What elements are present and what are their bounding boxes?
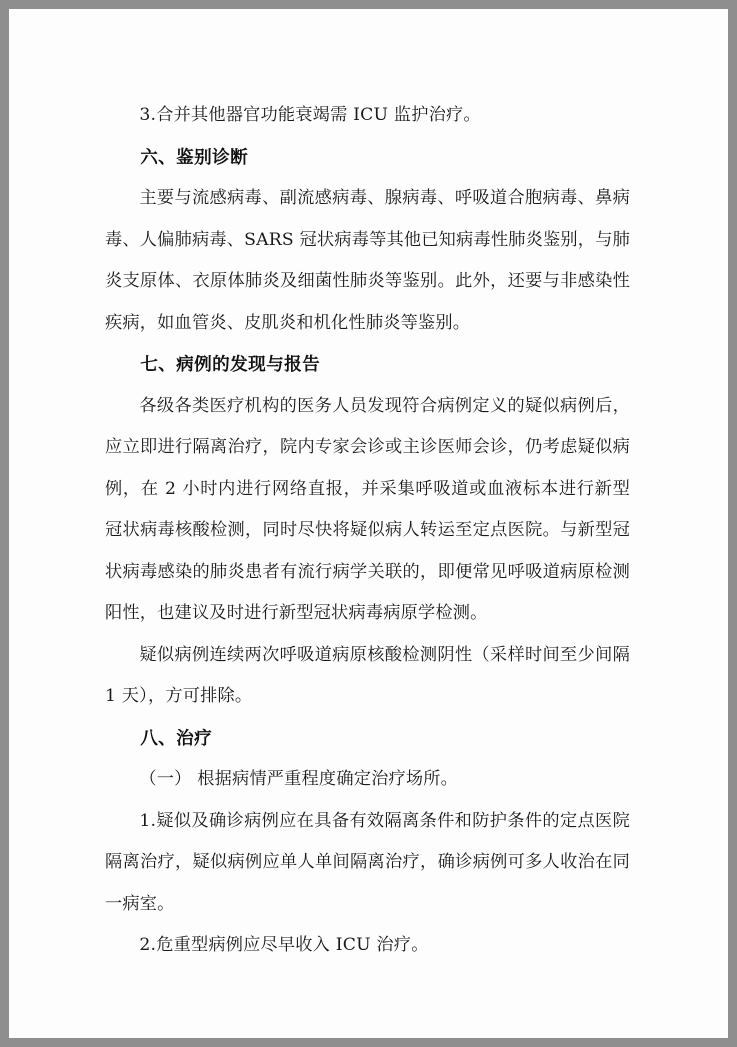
paragraph-icu-support: 3.合并其他器官功能衰竭需 ICU 监护治疗。 <box>139 105 481 125</box>
heading-treatment: 八、治疗 <box>140 727 213 749</box>
document-body <box>105 95 630 967</box>
heading-case-detection-and-reporting: 七、病例的发现与报告 <box>140 354 321 375</box>
paragraph-treatment-critical-icu: 2.危重型病例应尽早收入 ICU 治疗。 <box>139 935 429 955</box>
heading-differential-diagnosis: 六、鉴别诊断 <box>140 146 249 168</box>
document-page <box>9 9 728 1038</box>
paragraph-treatment-isolation: 1.疑似及确诊病例应在具备有效隔离条件和防护条件的定点医院隔离治疗，疑似病例应单人单间隔离治疗，确诊病例可多人收治在同一病室。 <box>105 810 630 914</box>
paragraph-case-reporting-body: 各级各类医疗机构的医务人员发现符合病例定义的疑似病例后，应立即进行隔离治疗，院内专家会诊或主诊医师会诊，仍考虑疑似病例，在 2 小时内进行网络直报，并采集呼吸道或血液标本进行新型冠状病毒核酸检测，同时尽快将疑似病人转运至定点医院。与新型冠状病毒感染的肺炎患者有流行病学关联的，即便常见呼吸道病原检测阳性，也建议及时进行新型冠状病毒病原学检测。 <box>105 395 630 623</box>
paragraph-case-exclusion-criteria: 疑似病例连续两次呼吸道病原核酸检测阴性（采样时间至少间隔 1 天），方可排除。 <box>105 644 630 706</box>
paragraph-treatment-location: （一） 根据病情严重程度确定治疗场所。 <box>139 769 459 789</box>
paragraph-differential-diagnosis-body: 主要与流感病毒、副流感病毒、腺病毒、呼吸道合胞病毒、鼻病毒、人偏肺病毒、SARS 冠状病毒等其他已知病毒性肺炎鉴别，与肺炎支原体、衣原体肺炎及细菌性肺炎等鉴别。此外，还要与非感染性疾病，如血管炎、皮肌炎和机化性肺炎等鉴别。 <box>105 188 630 333</box>
